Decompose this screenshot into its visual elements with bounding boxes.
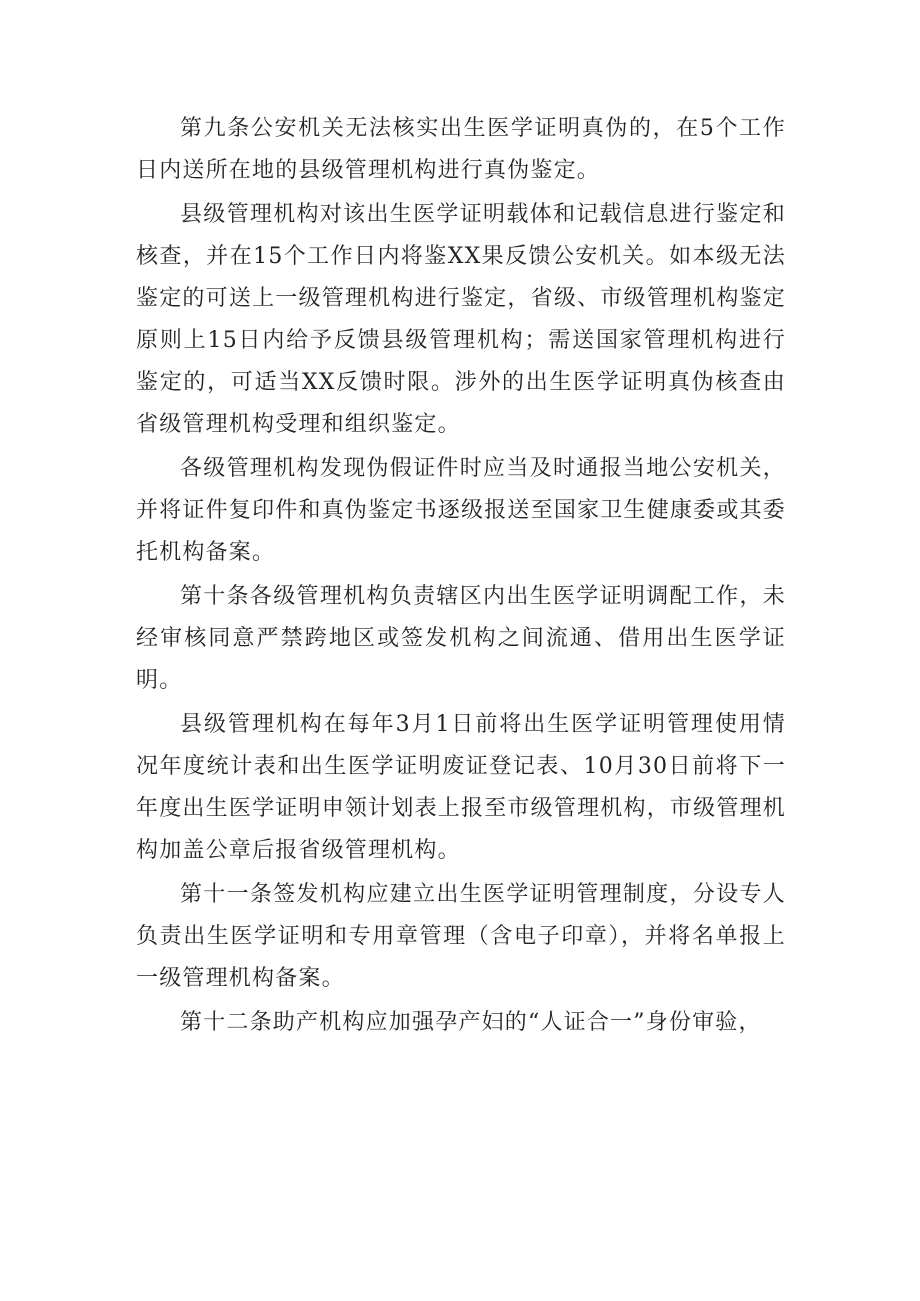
paragraph-article-11: 第十一条签发机构应建立出生医学证明管理制度，分设专人负责出生医学证明和专用章管理（含电子印章），并将名单报上一级管理机构备案。 — [136, 882, 786, 991]
paragraph-county-verification: 县级管理机构对该出生医学证明载体和记载信息进行鉴定和核查，并在15个工作日内将鉴XX果反馈公安机关。如本级无法鉴定的可送上一级管理机构进行鉴定，省级、市级管理机构鉴定原则上15日内给予反馈县级管理机构；需送国家管理机构进行鉴定的，可适当XX反馈时限。涉外的出生医学证明真伪核查由省级管理机构受理和组织鉴定。 — [136, 202, 786, 437]
paragraph-article-10: 第十条各级管理机构负责辖区内出生医学证明调配工作，未经审核同意严禁跨地区或签发机构之间流通、借用出生医学证明。 — [136, 584, 786, 693]
document-body — [136, 108, 786, 1046]
paragraph-article-9: 第九条公安机关无法核实出生医学证明真伪的，在5个工作日内送所在地的县级管理机构进行真伪鉴定。 — [136, 116, 786, 183]
paragraph-annual-report: 县级管理机构在每年3月1日前将出生医学证明管理使用情况年度统计表和出生医学证明废证登记表、10月30日前将下一年度出生医学证明申领计划表上报至市级管理机构，市级管理机构加盖公章后报省级管理机构。 — [136, 712, 786, 863]
paragraph-forgery-report: 各级管理机构发现伪假证件时应当及时通报当地公安机关，并将证件复印件和真伪鉴定书逐级报送至国家卫生健康委或其委托机构备案。 — [136, 456, 786, 565]
paragraph-article-12: 第十二条助产机构应加强孕产妇的“人证合一”身份审验， — [180, 1010, 762, 1035]
